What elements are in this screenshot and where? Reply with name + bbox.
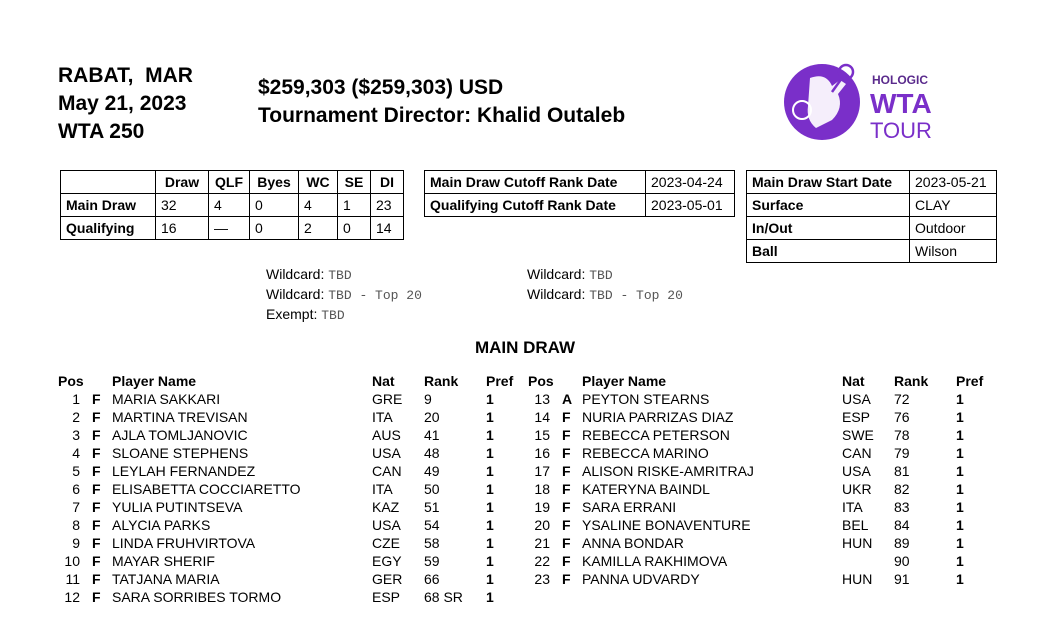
cutoff-label: Main Draw Cutoff Rank Date <box>425 171 646 194</box>
player-entry-code: F <box>562 499 571 515</box>
player-row <box>528 534 998 552</box>
col-header-pref: Pref <box>956 373 984 389</box>
draw-table-cell: 0 <box>250 194 299 217</box>
player-nat: CAN <box>372 463 402 479</box>
player-rank: 78 <box>894 427 910 443</box>
player-entry-code: F <box>92 445 101 461</box>
player-entry-code: F <box>92 499 101 515</box>
player-pos: 6 <box>72 481 80 497</box>
player-pos: 17 <box>534 463 550 479</box>
player-nat: EGY <box>372 553 402 569</box>
player-nat: AUS <box>372 427 401 443</box>
player-nat: KAZ <box>372 499 400 515</box>
player-rank: 59 <box>424 553 440 569</box>
player-rank: 89 <box>894 535 910 551</box>
player-pos: 7 <box>72 499 80 515</box>
draw-table-header-byes: Byes <box>250 171 299 194</box>
draw-table-row-main <box>61 194 404 217</box>
player-pos: 8 <box>72 517 80 533</box>
player-entry-code: F <box>562 517 571 533</box>
player-pos: 13 <box>534 391 550 407</box>
player-entry-code: F <box>92 589 101 605</box>
wildcards-right <box>527 265 683 305</box>
player-row <box>58 534 528 552</box>
logo-text-bot: TOUR <box>870 118 932 143</box>
player-row <box>58 588 528 606</box>
info-row-surface <box>747 194 997 217</box>
player-pref: 1 <box>956 535 964 551</box>
player-pref: 1 <box>486 589 494 605</box>
info-row-start-date <box>747 171 997 194</box>
player-rank: 50 <box>424 481 440 497</box>
player-rank: 41 <box>424 427 440 443</box>
player-rank: 68 SR <box>424 589 463 605</box>
player-rank: 54 <box>424 517 440 533</box>
player-pref: 1 <box>956 481 964 497</box>
wildcard-value: TBD - Top 20 <box>328 288 422 303</box>
player-rank: 83 <box>894 499 910 515</box>
exempt-entry <box>266 305 422 325</box>
player-pref: 1 <box>486 463 494 479</box>
player-row <box>528 462 998 480</box>
draw-table-cell: 16 <box>156 217 209 240</box>
prize-money: $259,303 ($259,303) USD <box>258 76 504 99</box>
player-pos: 15 <box>534 427 550 443</box>
player-nat: ITA <box>842 499 863 515</box>
draw-table-cell: 2 <box>299 217 338 240</box>
player-row <box>528 408 998 426</box>
player-name: REBECCA MARINO <box>582 445 709 461</box>
wildcard-entry <box>527 265 683 285</box>
player-entry-code: F <box>562 445 571 461</box>
player-row <box>58 498 528 516</box>
player-pos: 4 <box>72 445 80 461</box>
player-pos: 5 <box>72 463 80 479</box>
prize-director-block <box>258 74 625 130</box>
player-entry-code: F <box>92 481 101 497</box>
tournament-location: RABAT, MAR <box>58 64 193 87</box>
player-pref: 1 <box>956 427 964 443</box>
player-entry-code: F <box>92 517 101 533</box>
player-entry-code: F <box>562 409 571 425</box>
player-name: MARIA SAKKARI <box>112 391 221 407</box>
draw-table-cell: 4 <box>209 194 250 217</box>
player-name: YULIA PUTINTSEVA <box>112 499 243 515</box>
player-nat: HUN <box>842 571 873 587</box>
player-nat: CZE <box>372 535 400 551</box>
player-nat: USA <box>842 463 871 479</box>
player-row <box>58 570 528 588</box>
player-pref: 1 <box>956 391 964 407</box>
col-header-rank: Rank <box>424 373 459 389</box>
info-value: Outdoor <box>910 217 997 240</box>
logo-text-top: HOLOGIC <box>872 73 928 87</box>
player-row <box>58 552 528 570</box>
player-pref: 1 <box>956 517 964 533</box>
player-name: SARA SORRIBES TORMO <box>112 589 282 605</box>
draw-table-cell: 4 <box>299 194 338 217</box>
player-rank: 84 <box>894 517 910 533</box>
player-name: LEYLAH FERNANDEZ <box>112 463 256 479</box>
player-entry-code: F <box>562 553 571 569</box>
player-row <box>528 498 998 516</box>
tournament-director: Tournament Director: Khalid Outaleb <box>258 104 626 127</box>
player-name: LINDA FRUHVIRTOVA <box>112 535 256 551</box>
draw-table-header-se: SE <box>338 171 371 194</box>
wta-tour-logo <box>780 58 950 148</box>
player-name: KAMILLA RAKHIMOVA <box>582 553 728 569</box>
player-name: REBECCA PETERSON <box>582 427 730 443</box>
col-header-nat: Nat <box>372 373 395 389</box>
player-pref: 1 <box>956 571 964 587</box>
player-rank: 79 <box>894 445 910 461</box>
player-nat: GRE <box>372 391 403 407</box>
info-row-in-out <box>747 217 997 240</box>
player-pos: 18 <box>534 481 550 497</box>
cutoff-value: 2023-05-01 <box>646 194 735 217</box>
player-rank: 20 <box>424 409 440 425</box>
player-pos: 20 <box>534 517 550 533</box>
player-nat: USA <box>842 391 871 407</box>
draw-table-cell: 0 <box>338 217 371 240</box>
player-pref: 1 <box>486 445 494 461</box>
player-pref: 1 <box>956 499 964 515</box>
player-entry-code: F <box>562 463 571 479</box>
draw-table-cell: 23 <box>371 194 404 217</box>
player-pos: 11 <box>65 571 80 587</box>
wildcard-entry <box>266 265 422 285</box>
draw-table-header-qlf: QLF <box>209 171 250 194</box>
exempt-value: TBD <box>321 308 345 323</box>
player-pref: 1 <box>486 517 494 533</box>
col-header-player-name: Player Name <box>112 373 197 389</box>
player-pos: 22 <box>534 553 550 569</box>
draw-table-row-label: Qualifying <box>61 217 156 240</box>
player-nat: ITA <box>372 409 393 425</box>
logo-text-mid: WTA <box>870 88 932 119</box>
wta-logo-emblem-icon <box>780 58 950 148</box>
player-pref: 1 <box>486 571 494 587</box>
player-pref: 1 <box>486 499 494 515</box>
draw-table-header-di: DI <box>371 171 404 194</box>
player-pref: 1 <box>486 481 494 497</box>
player-name: ANNA BONDAR <box>582 535 684 551</box>
player-name: KATERYNA BAINDL <box>582 481 710 497</box>
player-name: AJLA TOMLJANOVIC <box>112 427 248 443</box>
main-draw-title: MAIN DRAW <box>474 338 576 357</box>
player-nat: BEL <box>842 517 869 533</box>
player-pos: 12 <box>64 589 80 605</box>
player-row <box>528 480 998 498</box>
right-rows-container <box>528 390 998 588</box>
player-pos: 14 <box>534 409 550 425</box>
player-row <box>58 444 528 462</box>
draw-summary-table <box>60 170 404 240</box>
player-entry-code: F <box>562 535 571 551</box>
tournament-info-table <box>746 170 997 263</box>
draw-table-header-wc: WC <box>299 171 338 194</box>
info-value: CLAY <box>910 194 997 217</box>
info-label: Surface <box>747 194 910 217</box>
player-entry-code: F <box>92 409 101 425</box>
draw-table-corner-cell <box>61 171 156 194</box>
draw-table-cell: 32 <box>156 194 209 217</box>
player-pos: 23 <box>534 571 550 587</box>
player-nat: SWE <box>842 427 874 443</box>
player-entry-code: F <box>562 427 571 443</box>
player-entry-code: F <box>92 391 101 407</box>
list-header-row <box>528 372 998 390</box>
player-name: SLOANE STEPHENS <box>112 445 249 461</box>
info-value: 2023-05-21 <box>910 171 997 194</box>
exempt-label: Exempt: <box>266 306 318 322</box>
player-entry-code: F <box>562 571 571 587</box>
player-row <box>58 390 528 408</box>
draw-table-header-draw: Draw <box>156 171 209 194</box>
player-nat: UKR <box>842 481 872 497</box>
player-row <box>58 426 528 444</box>
wildcard-label: Wildcard: <box>266 266 325 282</box>
player-row <box>528 570 998 588</box>
player-name: PANNA UDVARDY <box>582 571 700 587</box>
tournament-date: May 21, 2023 <box>58 92 187 115</box>
wildcard-entry <box>527 285 683 305</box>
player-pos: 19 <box>534 499 550 515</box>
player-rank: 51 <box>424 499 440 515</box>
info-value: Wilson <box>910 240 997 263</box>
player-row <box>528 390 998 408</box>
wildcard-label: Wildcard: <box>527 286 586 302</box>
player-rank: 49 <box>424 463 440 479</box>
player-entry-code: F <box>92 427 101 443</box>
player-rank: 66 <box>424 571 440 587</box>
player-pos: 2 <box>72 409 80 425</box>
player-nat: ITA <box>372 481 393 497</box>
draw-table-header-row <box>61 171 404 194</box>
player-pref: 1 <box>956 463 964 479</box>
player-pos: 3 <box>72 427 80 443</box>
player-nat: CAN <box>842 445 872 461</box>
player-nat: ESP <box>372 589 401 605</box>
tournament-location-block <box>58 62 193 146</box>
player-rank: 9 <box>424 391 432 407</box>
player-row <box>528 552 998 570</box>
cutoff-value: 2023-04-24 <box>646 171 735 194</box>
cutoff-label: Qualifying Cutoff Rank Date <box>425 194 646 217</box>
list-header-row <box>58 372 528 390</box>
player-pos: 1 <box>72 391 80 407</box>
info-row-ball <box>747 240 997 263</box>
cutoff-dates-table <box>424 170 735 217</box>
player-rank: 82 <box>894 481 910 497</box>
player-name: ALYCIA PARKS <box>112 517 211 533</box>
player-row <box>58 516 528 534</box>
player-pos: 10 <box>64 553 80 569</box>
col-header-nat: Nat <box>842 373 865 389</box>
info-label: Ball <box>747 240 910 263</box>
player-pos: 21 <box>534 535 550 551</box>
wildcard-label: Wildcard: <box>527 266 586 282</box>
player-name: TATJANA MARIA <box>112 571 220 587</box>
player-pref: 1 <box>486 427 494 443</box>
player-nat: ESP <box>842 409 871 425</box>
col-header-rank: Rank <box>894 373 929 389</box>
player-pref: 1 <box>486 391 494 407</box>
player-pos: 9 <box>72 535 80 551</box>
left-rows-container <box>58 390 528 606</box>
draw-table-row-label: Main Draw <box>61 194 156 217</box>
tournament-category: WTA 250 <box>58 120 145 143</box>
player-name: YSALINE BONAVENTURE <box>582 517 751 533</box>
draw-table-cell: 14 <box>371 217 404 240</box>
wildcard-value: TBD <box>589 268 613 283</box>
info-label: In/Out <box>747 217 910 240</box>
player-nat: HUN <box>842 535 873 551</box>
col-header-pref: Pref <box>486 373 514 389</box>
draw-table-row-qualifying <box>61 217 404 240</box>
player-rank: 58 <box>424 535 440 551</box>
player-nat: GER <box>372 571 403 587</box>
main-draw-list-right <box>528 372 998 588</box>
player-pref: 1 <box>486 409 494 425</box>
player-row <box>58 408 528 426</box>
col-header-pos: Pos <box>528 373 554 389</box>
wildcard-label: Wildcard: <box>266 286 325 302</box>
player-name: PEYTON STEARNS <box>582 391 710 407</box>
info-label: Main Draw Start Date <box>747 171 910 194</box>
player-name: SARA ERRANI <box>582 499 677 515</box>
player-name: NURIA PARRIZAS DIAZ <box>582 409 734 425</box>
player-name: ALISON RISKE-AMRITRAJ <box>582 463 754 479</box>
player-pref: 1 <box>956 409 964 425</box>
player-entry-code: F <box>92 571 101 587</box>
player-pref: 1 <box>956 553 964 569</box>
player-rank: 76 <box>894 409 910 425</box>
player-name: ELISABETTA COCCIARETTO <box>112 481 301 497</box>
player-row <box>58 462 528 480</box>
wildcard-value: TBD <box>328 268 352 283</box>
player-row <box>58 480 528 498</box>
player-row <box>528 444 998 462</box>
player-entry-code: F <box>92 535 101 551</box>
player-pref: 1 <box>486 535 494 551</box>
player-row <box>528 426 998 444</box>
player-rank: 81 <box>894 463 910 479</box>
player-entry-code: F <box>92 553 101 569</box>
wildcard-value: TBD - Top 20 <box>589 288 683 303</box>
player-entry-code: A <box>562 391 573 407</box>
player-name: MAYAR SHERIF <box>112 553 215 569</box>
wildcards-left <box>266 265 422 325</box>
player-entry-code: F <box>562 481 571 497</box>
player-nat: USA <box>372 445 401 461</box>
player-rank: 72 <box>894 391 910 407</box>
wildcard-entry <box>266 285 422 305</box>
player-rank: 91 <box>894 571 910 587</box>
draw-table-cell: — <box>209 217 250 240</box>
draw-table-cell: 0 <box>250 217 299 240</box>
player-name: MARTINA TREVISAN <box>112 409 248 425</box>
player-row <box>528 516 998 534</box>
cutoff-row-main <box>425 171 735 194</box>
cutoff-row-qualifying <box>425 194 735 217</box>
player-pref: 1 <box>956 445 964 461</box>
player-rank: 90 <box>894 553 910 569</box>
main-draw-list-left <box>58 372 528 606</box>
player-nat: USA <box>372 517 401 533</box>
col-header-pos: Pos <box>58 373 84 389</box>
draw-table-cell: 1 <box>338 194 371 217</box>
col-header-player-name: Player Name <box>582 373 667 389</box>
player-pref: 1 <box>486 553 494 569</box>
player-pos: 16 <box>534 445 550 461</box>
player-entry-code: F <box>92 463 101 479</box>
player-rank: 48 <box>424 445 440 461</box>
